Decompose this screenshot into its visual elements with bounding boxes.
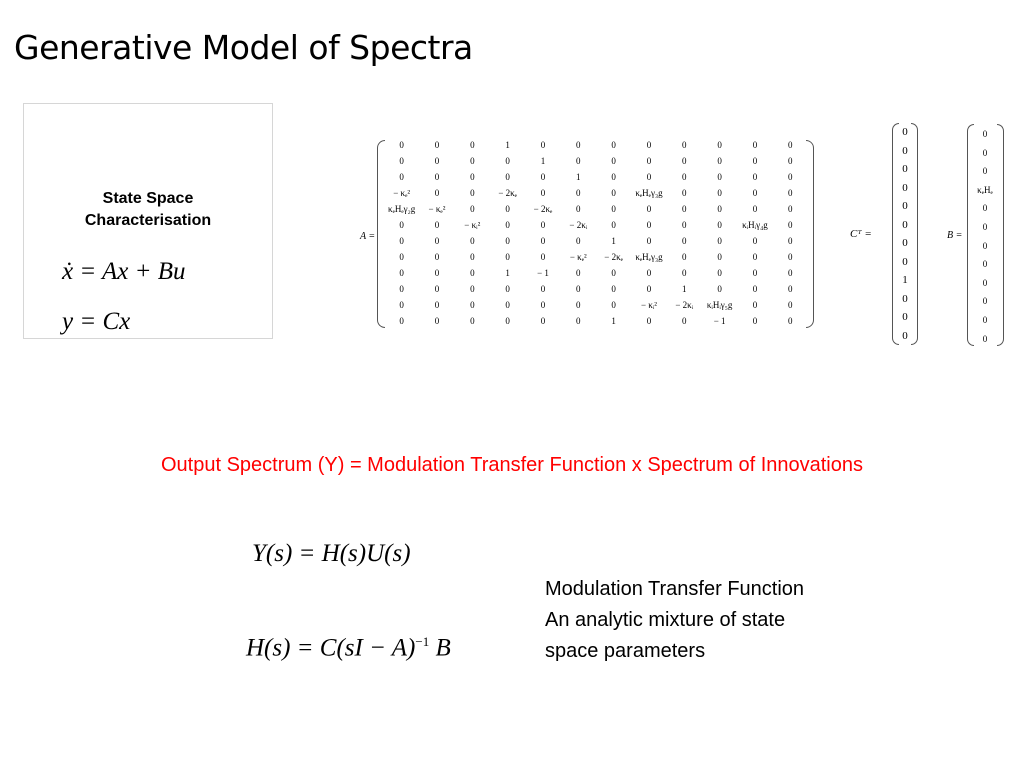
matrix-a-cell: 0 [505, 300, 510, 310]
matrix-a-cell: 0 [434, 140, 440, 150]
matrix-a-cell: 0 [576, 156, 581, 166]
vector-b-entry: 0 [982, 333, 988, 344]
matrix-a-cell: 0 [505, 220, 510, 230]
spectrum-relation-text: Output Spectrum (Y) = Modulation Transfer Function x Spectrum of Innovations [160, 454, 863, 476]
matrix-a-cell: 0 [682, 236, 687, 246]
matrix-a-cell: 0 [752, 300, 758, 310]
matrix-a-cell: 0 [540, 172, 546, 182]
vector-c-entry: 0 [902, 311, 908, 323]
matrix-a-cell: − 2κᵢ [569, 220, 588, 230]
matrix-a-cell: − κₑ² [393, 188, 411, 198]
matrix-a-cell: 0 [540, 236, 546, 246]
output-equation: y = Cx [62, 308, 131, 335]
matrix-a-cell: 1 [505, 268, 510, 278]
matrix-a-cell: 0 [717, 236, 722, 246]
matrix-a-cell: 0 [540, 188, 546, 198]
matrix-a-cell: 0 [788, 140, 793, 150]
matrix-a-cell: 0 [752, 316, 758, 326]
mtf-line3: space parameters [545, 640, 706, 662]
matrix-a-cell: 0 [788, 316, 793, 326]
matrix-a-cell: κᵢHᵢγ₄g [742, 220, 768, 230]
vector-b-entry: 0 [982, 240, 988, 251]
matrix-a-cell: 0 [399, 140, 404, 150]
matrix-a-cell: − 2κₑ [533, 204, 553, 214]
matrix-a-cell: 0 [682, 252, 687, 262]
matrix-a-cell: 0 [717, 284, 722, 294]
matrix-a-cell: 0 [717, 268, 722, 278]
matrix-a-cell: 0 [576, 140, 581, 150]
matrix-a-cell: 0 [434, 188, 440, 198]
matrix-a-cell: 0 [646, 140, 652, 150]
output-spectrum-equation: Y(s) = H(s)U(s) [252, 540, 411, 567]
matrix-a-cell: 0 [646, 156, 652, 166]
matrix-a-cell: 0 [717, 252, 722, 262]
matrix-a-cell: 0 [505, 316, 510, 326]
matrix-a-cell: 0 [434, 236, 440, 246]
matrix-a-cell: 0 [470, 284, 475, 294]
matrix-a-row [384, 137, 808, 153]
matrix-a-cell: 0 [611, 156, 616, 166]
vector-b-entry: 0 [982, 129, 988, 139]
matrix-a-cell: − κₑ² [569, 252, 587, 262]
matrix-a-cell: 1 [576, 172, 581, 182]
vector-c-entry: 0 [902, 255, 908, 268]
matrix-a-cell: 0 [399, 220, 404, 230]
vector-c-entry: 0 [902, 126, 908, 138]
matrix-a-cell: 0 [505, 284, 510, 294]
matrix-a-cell: 0 [540, 220, 546, 230]
vector-b-entry: 0 [982, 147, 988, 158]
matrix-a-cell: 0 [788, 236, 793, 246]
matrix-a-cell: 0 [611, 172, 616, 182]
vector-b-entry: 0 [982, 277, 988, 288]
matrix-a-cell: 0 [399, 172, 404, 182]
matrix-a-cell: 0 [788, 284, 793, 294]
matrix-a-cell: − 2κₑ [604, 252, 623, 262]
matrix-a-cell: 0 [646, 284, 652, 294]
mtf-line2: An analytic mixture of state [545, 609, 786, 631]
matrix-a-cell: 0 [399, 316, 404, 326]
matrix-a-cell: κₑHₑγ₃g [635, 252, 663, 262]
transfer-function-exponent: −1 [415, 634, 430, 649]
matrix-a-cell: 0 [470, 300, 475, 310]
matrix-a-row [384, 153, 808, 169]
matrix-a-cell: 0 [540, 316, 546, 326]
matrix-a-cell: 0 [611, 284, 616, 294]
matrix-a-cell: 1 [505, 140, 510, 150]
matrix-a-cell: 0 [611, 140, 616, 150]
matrix-a-cell: 0 [505, 156, 510, 166]
matrix-a-cell: 0 [399, 156, 404, 166]
vector-c-entry: 0 [902, 292, 908, 305]
matrix-a-cell: 0 [646, 204, 652, 214]
matrix-a-cell: 0 [540, 140, 546, 150]
matrix-a-cell: 0 [682, 156, 687, 166]
vector-b-entry: 0 [982, 203, 988, 214]
vector-c-entry: 0 [902, 218, 908, 231]
matrix-b-label: B = [947, 230, 963, 241]
matrix-a-cell: − 2κₑ [498, 188, 517, 198]
matrix-c-label: Cᵀ = [850, 228, 872, 240]
matrix-a-cell: 0 [682, 172, 687, 182]
matrix-a-cell: 1 [682, 284, 687, 294]
matrix-a-cell: 0 [611, 300, 616, 310]
matrix-a-cell: 0 [752, 252, 758, 262]
matrix-a-cell: 0 [717, 188, 722, 198]
matrix-a-cell: 0 [717, 140, 722, 150]
matrix-a-row [384, 265, 808, 281]
matrix-a-cell: 0 [752, 284, 758, 294]
matrix-a-cell: 0 [646, 172, 652, 182]
matrix-a-cell: 0 [752, 156, 758, 166]
matrix-a-cell: κₑHₑγ₂g [388, 204, 416, 214]
matrix-a-cell: 0 [540, 284, 546, 294]
matrix-a-cell: 0 [470, 188, 475, 198]
matrix-a-cell: 0 [646, 268, 652, 278]
vector-b-entry: κₑHₑ [977, 184, 993, 195]
matrix-a-row [384, 233, 808, 249]
matrix-a-cell: 0 [611, 204, 616, 214]
matrix-a-cell: 0 [434, 252, 440, 262]
transfer-function-tail: B [429, 634, 451, 662]
mtf-description [545, 574, 804, 667]
matrix-a-cell: 0 [434, 220, 440, 230]
slide-title: Generative Model of Spectra [14, 28, 473, 67]
vector-c-entry: 0 [902, 200, 908, 212]
vector-b-entry: 0 [982, 296, 988, 307]
matrix-a-cell: 0 [788, 252, 793, 262]
matrix-a-cell: 0 [788, 172, 793, 182]
matrix-a-cell: 0 [717, 220, 722, 230]
matrix-a-cell: κₑHₑγ₃g [635, 188, 663, 198]
matrix-a-cell: 0 [399, 300, 404, 310]
matrix-a-cell: 0 [752, 236, 758, 246]
vector-b-entry: 0 [982, 259, 988, 270]
vector-b [970, 125, 1000, 348]
matrix-a-cell: 0 [717, 156, 722, 166]
matrix-a-cell: 0 [434, 316, 440, 326]
matrix-a-cell: 0 [682, 188, 687, 198]
matrix-a-cell: 0 [788, 300, 793, 310]
matrix-a-cell: 0 [788, 220, 793, 230]
matrix-a-cell: 1 [540, 156, 546, 166]
vector-c-entry: 0 [902, 181, 908, 194]
matrix-a-row [384, 281, 808, 297]
state-equation: ẋ = Ax + Bu [62, 258, 186, 285]
matrix-a-cell: 0 [399, 236, 404, 246]
vector-c-entry: 0 [902, 329, 908, 342]
matrix-a-cell: 0 [646, 236, 652, 246]
matrix-a-cell: κᵢHᵢγ₅g [706, 300, 733, 310]
matrix-a-cell: 0 [682, 140, 687, 150]
matrix-a-row [384, 297, 808, 313]
matrix-a-cell: 0 [682, 316, 687, 326]
matrix-a-cell: 0 [717, 172, 722, 182]
mtf-line1: Modulation Transfer Function [545, 578, 805, 600]
matrix-a-cell: 1 [611, 316, 616, 326]
matrix-a-cell: 0 [434, 300, 440, 310]
matrix-a-cell: 0 [576, 236, 581, 246]
matrix-a-cell: 0 [646, 316, 652, 326]
matrix-a-cell: 0 [611, 188, 616, 198]
state-space-box [23, 103, 273, 339]
matrix-a-cell: 0 [752, 172, 758, 182]
matrix-a-cell: 0 [576, 300, 581, 310]
matrix-a-cell: 0 [434, 156, 440, 166]
state-space-heading-line1: State Space [102, 190, 194, 207]
matrix-a-cell: 0 [470, 316, 475, 326]
vector-c-entry: 0 [902, 163, 908, 175]
vector-c-entry: 0 [902, 237, 908, 249]
matrix-a-cell: 0 [470, 252, 475, 262]
matrix-a-cell: 0 [752, 268, 758, 278]
matrix-a-cell: − κᵢ² [464, 220, 481, 230]
matrix-a-cell: 0 [682, 220, 687, 230]
matrix-a-cell: 0 [399, 284, 404, 294]
matrix-a-cell: 0 [470, 204, 475, 214]
matrix-a-cell: 0 [434, 172, 440, 182]
vector-c [896, 123, 914, 345]
matrix-a-cell: 0 [434, 268, 440, 278]
matrix-a-cell: − κₑ² [428, 204, 446, 214]
matrix-a-cell: 0 [540, 252, 546, 262]
transfer-function-equation [246, 634, 451, 662]
matrix-a-cell: 0 [470, 140, 475, 150]
matrix-a-cell: 1 [611, 236, 616, 246]
matrix-a-cell: 0 [611, 220, 616, 230]
matrix-a-cell: 0 [788, 204, 793, 214]
vector-b-entry: 0 [982, 221, 988, 232]
matrix-a-cell: 0 [788, 156, 793, 166]
vector-b-entry: 0 [982, 314, 988, 325]
matrix-a-row [384, 201, 808, 217]
matrix-a-row [384, 249, 808, 265]
matrix-a-cell: 0 [752, 188, 758, 198]
matrix-a-cell: 0 [399, 268, 404, 278]
matrix-a-cell: 0 [788, 268, 793, 278]
matrix-a-cell: 0 [470, 156, 475, 166]
matrix-a-cell: 0 [505, 204, 510, 214]
vector-c-entry: 0 [902, 144, 908, 157]
matrix-a-cell: 0 [682, 204, 687, 214]
matrix-a-cell: 0 [434, 284, 440, 294]
matrix-a-cell: 0 [470, 268, 475, 278]
matrix-a-row [384, 169, 808, 185]
matrix-a-cell: − 1 [713, 316, 726, 326]
matrix-a-cell: 0 [505, 236, 510, 246]
matrix-a-cell: 0 [540, 300, 546, 310]
matrix-a-cell: 0 [399, 252, 404, 262]
vector-b-entry: 0 [982, 166, 988, 177]
matrix-a-cell: 0 [576, 188, 581, 198]
matrix-a-cell: 0 [505, 172, 510, 182]
matrix-a-label: A = [360, 231, 376, 242]
vector-c-entry: 1 [902, 274, 908, 286]
transfer-function-main: H(s) = C(sI − A) [246, 634, 416, 662]
matrix-a-cell: − 2κᵢ [675, 300, 694, 310]
state-space-heading [24, 188, 272, 232]
matrix-a-cell: − 1 [537, 268, 549, 278]
matrix-a-cell: 0 [576, 316, 581, 326]
matrix-a-cell: 0 [717, 204, 722, 214]
matrix-a-cell: 0 [576, 268, 581, 278]
matrix-a-cell: 0 [576, 284, 581, 294]
matrix-a-row [384, 313, 808, 329]
matrix-a-cell: 0 [752, 140, 758, 150]
matrix-a-cell: 0 [576, 204, 581, 214]
matrix-a-cell: 0 [646, 220, 652, 230]
matrix-a-cell: 0 [470, 172, 475, 182]
matrix-a-cell: 0 [752, 204, 758, 214]
matrix-a-cell: − κᵢ² [640, 300, 657, 310]
matrix-a-cell: 0 [788, 188, 793, 198]
matrix-a-row [384, 217, 808, 233]
state-space-heading-line2: Characterisation [84, 212, 212, 229]
matrix-a-cell: 0 [470, 236, 475, 246]
matrix-a-cell: 0 [505, 252, 510, 262]
matrix-a [384, 137, 808, 329]
matrix-a-row [384, 185, 808, 201]
matrix-a-cell: 0 [682, 268, 687, 278]
matrix-a-cell: 0 [611, 268, 616, 278]
